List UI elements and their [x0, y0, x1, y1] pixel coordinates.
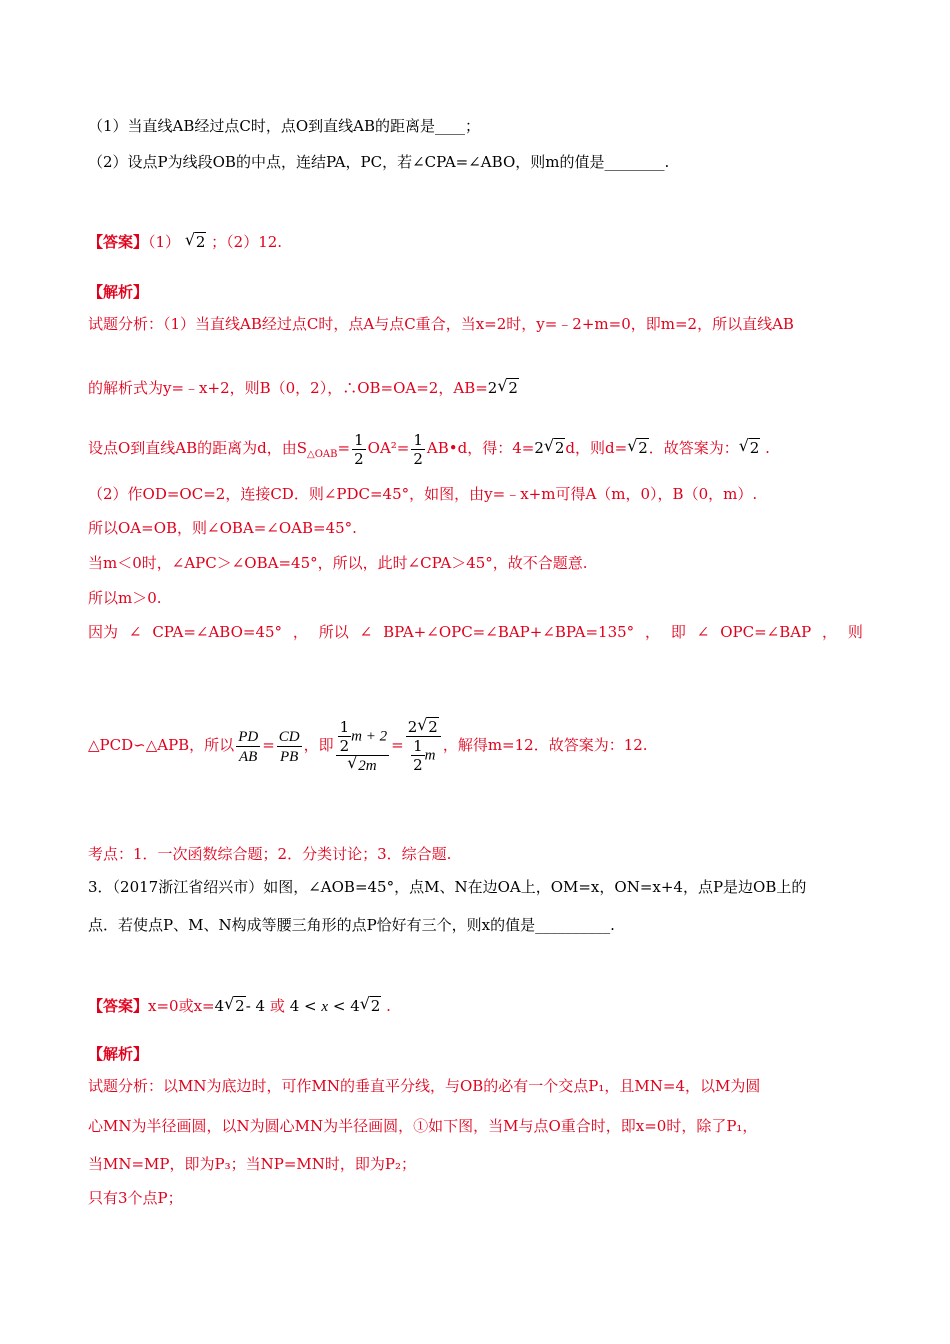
analysis-line-4: （2）作OD=OC=2，连接CD．则∠PDC=45°，如图，由y=﹣x+m可得A（m，0），B（0，m）. [88, 485, 758, 503]
four: 4 [289, 997, 300, 1015]
analysis-label-2: 【解析】 [88, 1045, 149, 1063]
l3e: ．故答案为： [648, 439, 739, 457]
analysis2-line-2: 心MN为半径画圆，以N为圆心MN为半径画圆，①如下图，当M与点O重合时，即x=0时，除了P₁， [88, 1117, 758, 1135]
ans2-c: . [386, 997, 391, 1015]
answer-1-b: ；（2）12. [211, 233, 283, 251]
fraction-half: $\frac{1}{2}$ [413, 430, 423, 468]
sqrt-expression: √ 2 [360, 996, 382, 1016]
w: 因为 [88, 623, 119, 641]
analysis-line-6: 当m＜0时，∠APC＞∠OBA=45°，所以，此时∠CPA＞45°，故不合题意. [88, 554, 588, 572]
fraction-half: $\frac{1}{2}$ [354, 430, 364, 468]
w: 即 [670, 623, 686, 641]
coef: 2 [487, 379, 498, 397]
answer-1-a: （1） [148, 233, 181, 251]
answer-1-line [88, 232, 282, 252]
analysis2-line-4: 只有3个点P； [88, 1189, 183, 1207]
answer-label: 【答案】 [88, 997, 149, 1015]
l3sub: △OAB [307, 449, 338, 460]
fraction-left: $\frac{1}{2}$ m + 2 √ 2m [336, 718, 390, 775]
lt: < [332, 997, 346, 1015]
l3c: AB•d，得：4= [426, 439, 535, 457]
analysis-line-1: 试题分析：（1）当直线AB经过点C时，点A与点C重合，当x=2时，y=﹣2+m=0，即m=2，所以直线AB [88, 315, 794, 333]
analysis-line-8 [88, 622, 863, 642]
question-3-line-2: 点．若使点P、M、N构成等腰三角形的点P恰好有三个，则x的值是__________. [88, 916, 615, 934]
w: ∠ [696, 623, 710, 641]
w: ， [292, 623, 308, 641]
analysis-line-7: 所以m＞0. [88, 589, 162, 607]
sqrt-expression: √ 2 [627, 428, 649, 468]
l3a: 设点O到直线AB的距离为d，由S [88, 439, 308, 457]
analysis-label: 【解析】 [88, 283, 149, 301]
minus-four: - 4 [245, 997, 266, 1015]
sqrt-expression: √ 2 [497, 378, 519, 398]
ans2-b: 或 [269, 997, 285, 1015]
fraction-pd-ab: $\frac{PD}{AB}$ [238, 728, 259, 765]
analysis-line-9: △PCD∽△APB，所以 $\frac{PD}{AB}$ = $\frac{CD}{PB}$ ，即 $\frac{1}{2}$ m + 2 √ 2m = 2√ 2 $\frac{1}{2}$ m ，解得m=12．故答案为：12. [88, 700, 648, 790]
l9a: △PCD∽△APB，所以 [88, 736, 235, 754]
l9c: ，解得m=12．故答案为：12. [442, 736, 648, 754]
coef: 4 [350, 997, 360, 1015]
question-part-2: （2）设点P为线段OB的中点，连结PA，PC，若∠CPA=∠ABO，则m的值是________. [88, 153, 670, 171]
w: CPA=∠ABO=45° [152, 623, 283, 641]
answer-2-line [88, 996, 391, 1017]
w: ∠ [359, 623, 373, 641]
analysis-line-2 [88, 378, 519, 398]
l9b: ，即 [303, 736, 334, 754]
sqrt-expression: √ 2 [739, 428, 761, 468]
x-var: x [321, 999, 329, 1015]
fraction-right: 2√ 2 $\frac{1}{2}$ m [406, 718, 441, 774]
w: 则 [847, 623, 863, 641]
sqrt-expression: √ 2 [185, 232, 207, 252]
analysis2-line-1: 试题分析：以MN为底边时，可作MN的垂直平分线，与OB的必有一个交点P₁，且MN=4，以M为圆 [88, 1077, 761, 1095]
sqrt-expression: √ 2 [544, 428, 566, 468]
key-points: 考点：1．一次函数综合题；2．分类讨论；3．综合题. [88, 845, 452, 863]
lt: < [304, 997, 317, 1015]
analysis2-line-3: 当MN=MP，即为P₃；当NP=MN时，即为P₂； [88, 1155, 416, 1173]
ans2-a: x=0或x= [148, 997, 215, 1015]
coef: 4 [214, 997, 225, 1015]
w: ， [645, 623, 661, 641]
analysis-line-5: 所以OA=OB，则∠OBA=∠OAB=45°. [88, 519, 357, 537]
sqrt-expression: √ 2 [224, 996, 246, 1016]
answer-label: 【答案】 [88, 233, 149, 251]
w: BPA+∠OPC=∠BAP+∠BPA=135° [383, 623, 635, 641]
question-3-line-1: 3．（2017浙江省绍兴市）如图，∠AOB=45°，点M、N在边OA上，OM=x，ON=x+4，点P是边OB上的 [88, 878, 807, 896]
coef: 2 [534, 439, 544, 457]
w: ∠ [128, 623, 142, 641]
w: 所以 [318, 623, 349, 641]
l3d: d，则d= [565, 439, 628, 457]
analysis-line-2-text: 的解析式为y=﹣x+2，则B（0，2），∴OB=OA=2，AB= [88, 379, 488, 397]
question-part-1: （1）当直线AB经过点C时，点O到直线AB的距离是____； [88, 117, 481, 135]
w: ， [822, 623, 838, 641]
fraction-cd-pb: $\frac{CD}{PB}$ [278, 728, 300, 765]
analysis-line-3: 设点O到直线AB的距离为d，由$S_{\triangle OAB}=$ $\frac{1}{2}$ OA²= $\frac{1}{2}$ AB•d，得：4=2√ 2d，则d=√ 2．故答案为：√ 2 . [88, 428, 770, 475]
w: OPC=∠BAP [720, 623, 812, 641]
l3b: OA²= [367, 439, 410, 457]
